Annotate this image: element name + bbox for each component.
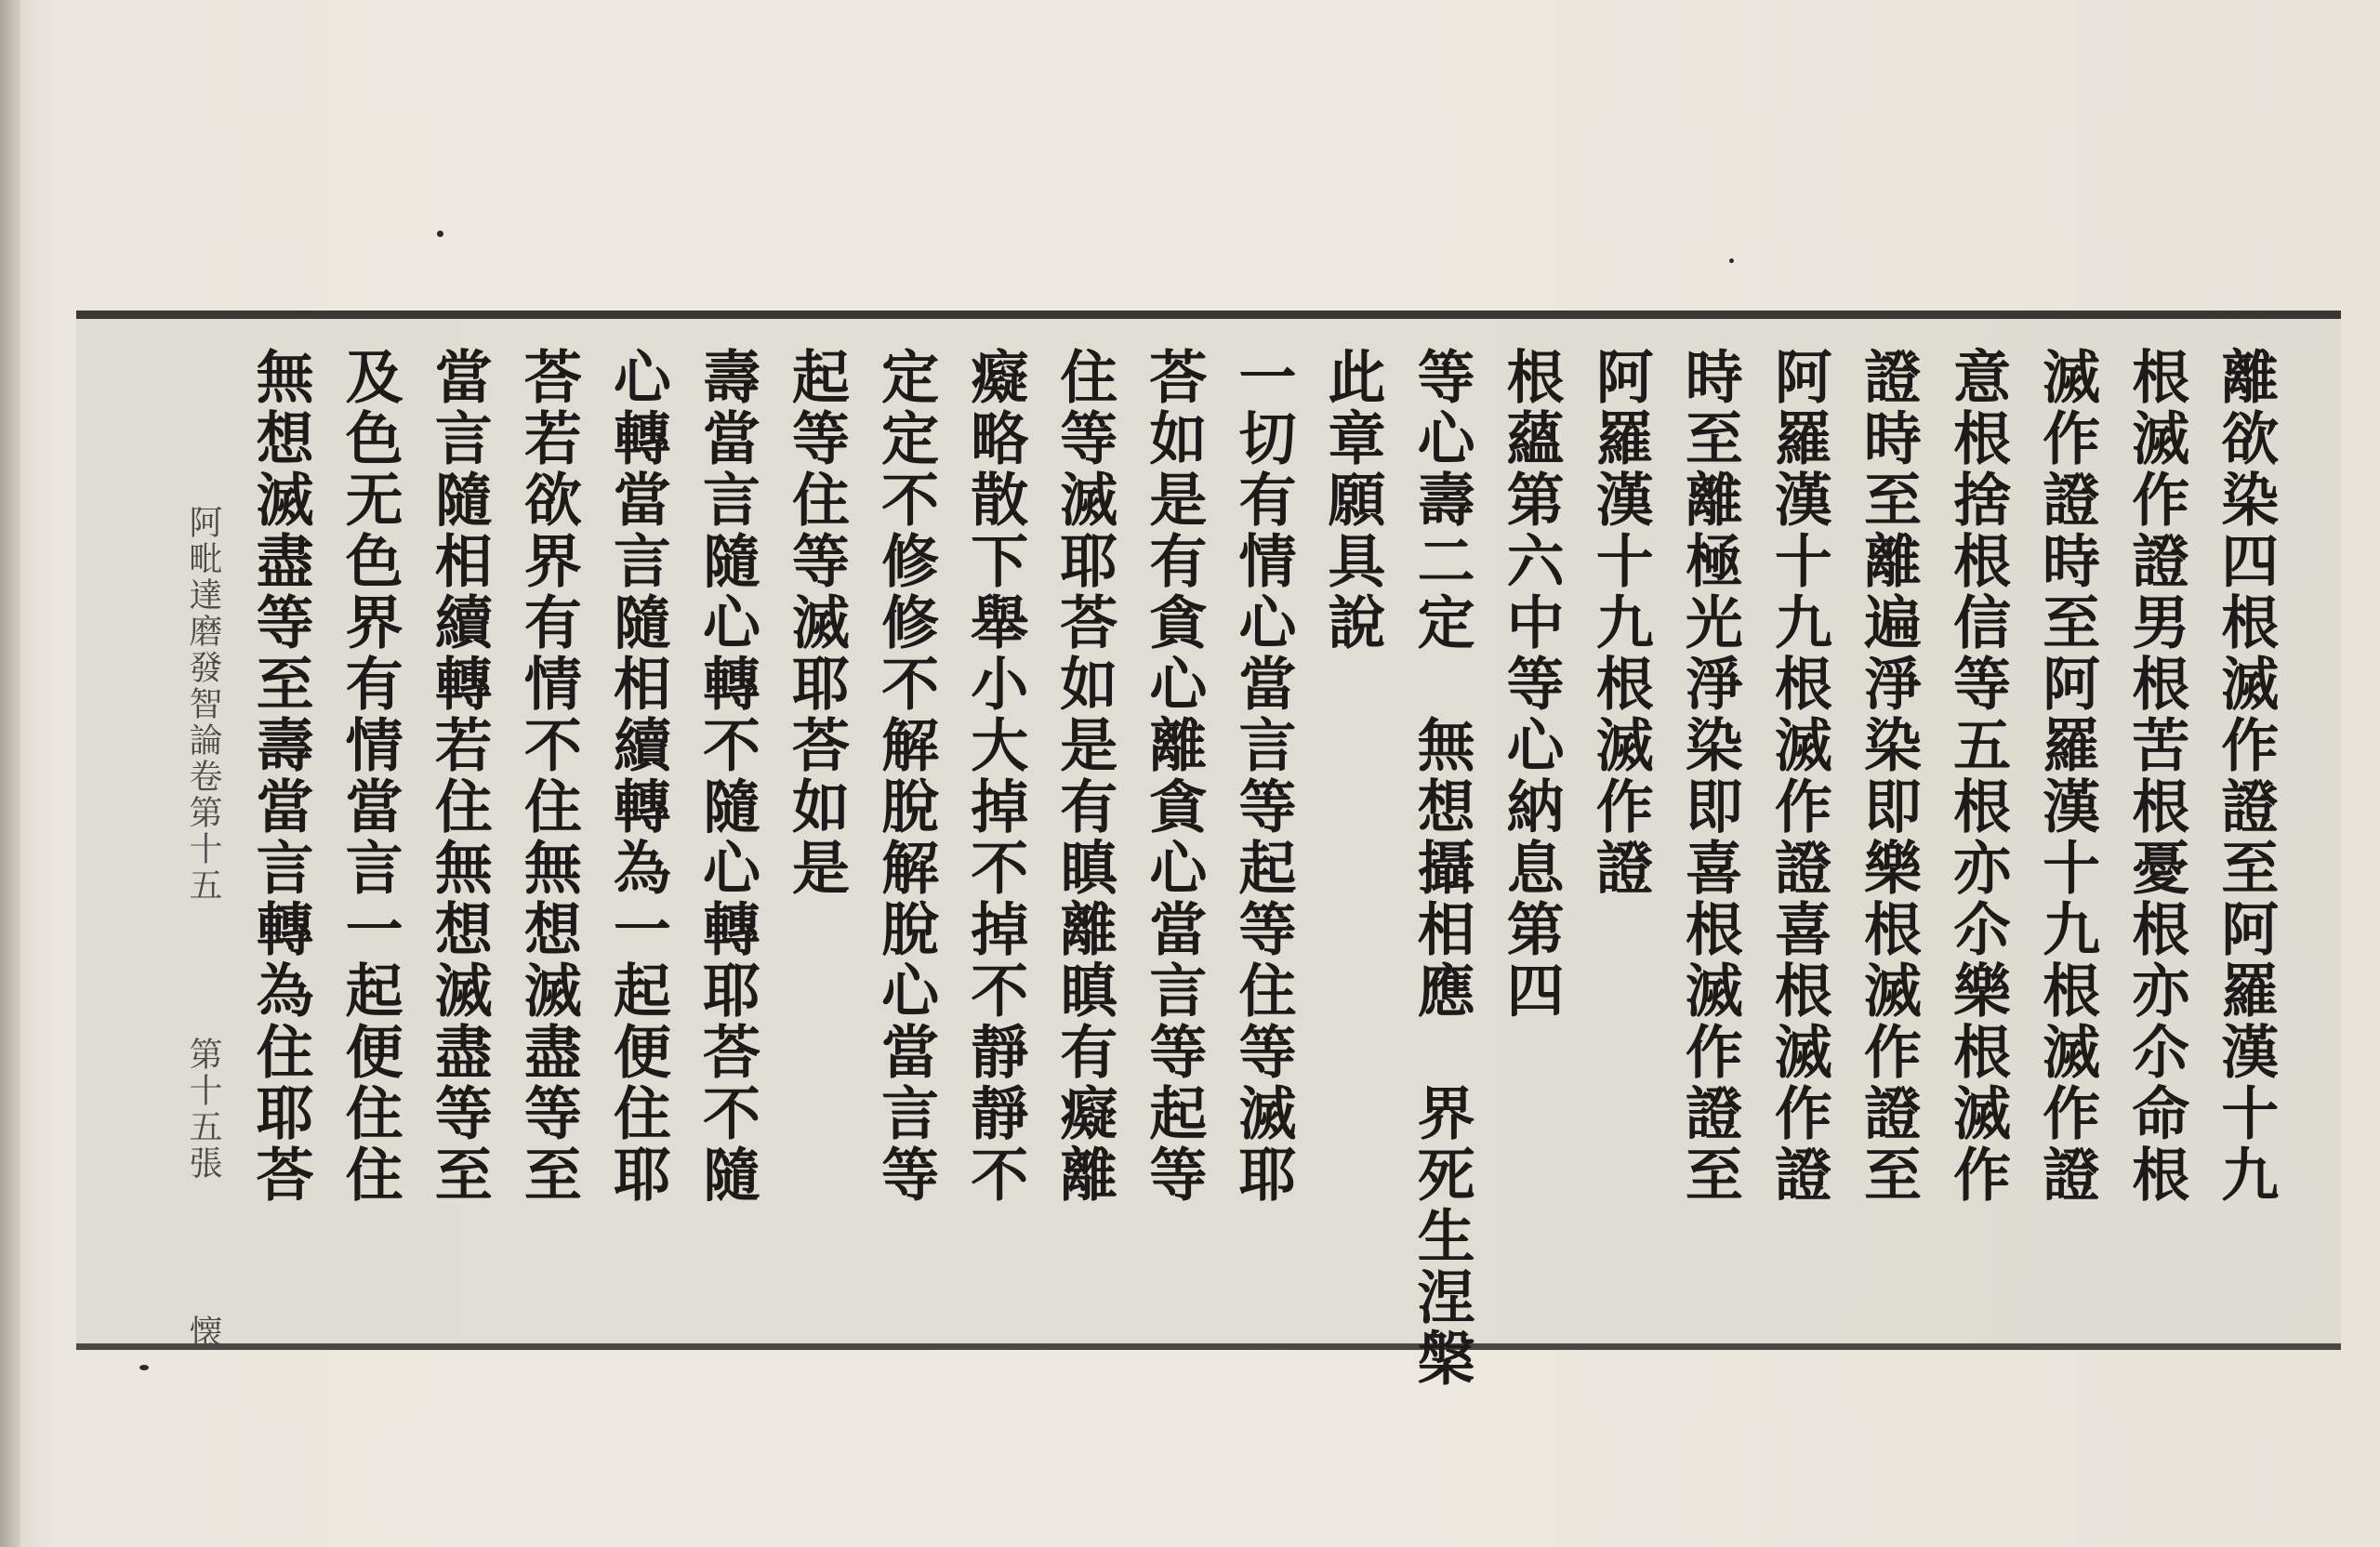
text-column: 此章願具說 [1318, 347, 1387, 654]
text-column: 離欲染四根滅作證至阿羅漢十九 [2211, 347, 2280, 1206]
text-column: 意根捨根信等五根亦尒樂根滅作 [1943, 347, 2012, 1206]
text-column: 起等住等滅耶荅如是 [782, 347, 851, 899]
text-column: 住等滅耶荅如是有瞋離瞋有癡離 [1050, 347, 1118, 1206]
leaf-number: 第十五張 [184, 1037, 222, 1182]
text-column: 癡略散下舉小大掉不掉不靜靜不 [960, 347, 1029, 1206]
ink-speck [139, 1365, 149, 1370]
text-column: 荅若欲界有情不住無想滅盡等至 [514, 347, 583, 1206]
chapter-heading-column: 根蘊第六中等心納息第四 [1497, 347, 1566, 1022]
text-columns [76, 319, 2341, 1390]
text-column: 荅如是有貪心離貪心當言等起等 [1139, 347, 1208, 1206]
text-column: 根滅作證男根苦根憂根亦尒命根 [2122, 347, 2190, 1206]
block-mark: 懐 [184, 1315, 222, 1351]
text-column: 一切有情心當言等起等住等滅耶 [1228, 347, 1297, 1206]
ink-speck [437, 231, 443, 237]
ink-speck [1729, 258, 1734, 263]
book-spine [0, 0, 20, 1547]
marginal-note-column [184, 347, 222, 1351]
text-column: 阿羅漢十九根滅作證 [1586, 347, 1655, 899]
printed-text-frame [76, 311, 2341, 1390]
text-column: 心轉當言隨相續轉為一起便住耶 [603, 347, 672, 1206]
text-column: 無想滅盡等至壽當言轉為住耶荅 [246, 347, 315, 1206]
volume-title: 阿毗達磨發智論卷第十五 [184, 505, 222, 904]
text-column: 及色无色界有情當言一起便住住 [336, 347, 404, 1206]
text-column: 當言隨相續轉若住無想滅盡等至 [425, 347, 494, 1206]
text-column: 壽當言隨心轉不隨心轉耶荅不隨 [693, 347, 761, 1206]
text-column: 證時至離遍淨染即樂根滅作證至 [1854, 347, 1923, 1206]
text-column: 時至離極光淨染即喜根滅作證至 [1675, 347, 1744, 1206]
text-column: 滅作證時至阿羅漢十九根滅作證 [2032, 347, 2101, 1206]
summary-verse-column: 等心壽二定 無想攝相應 界死生涅槃 [1408, 347, 1476, 1390]
text-column: 阿羅漢十九根滅作證喜根滅作證 [1765, 347, 1833, 1206]
text-column: 定定不修修不解脫解脫心當言等 [871, 347, 940, 1206]
